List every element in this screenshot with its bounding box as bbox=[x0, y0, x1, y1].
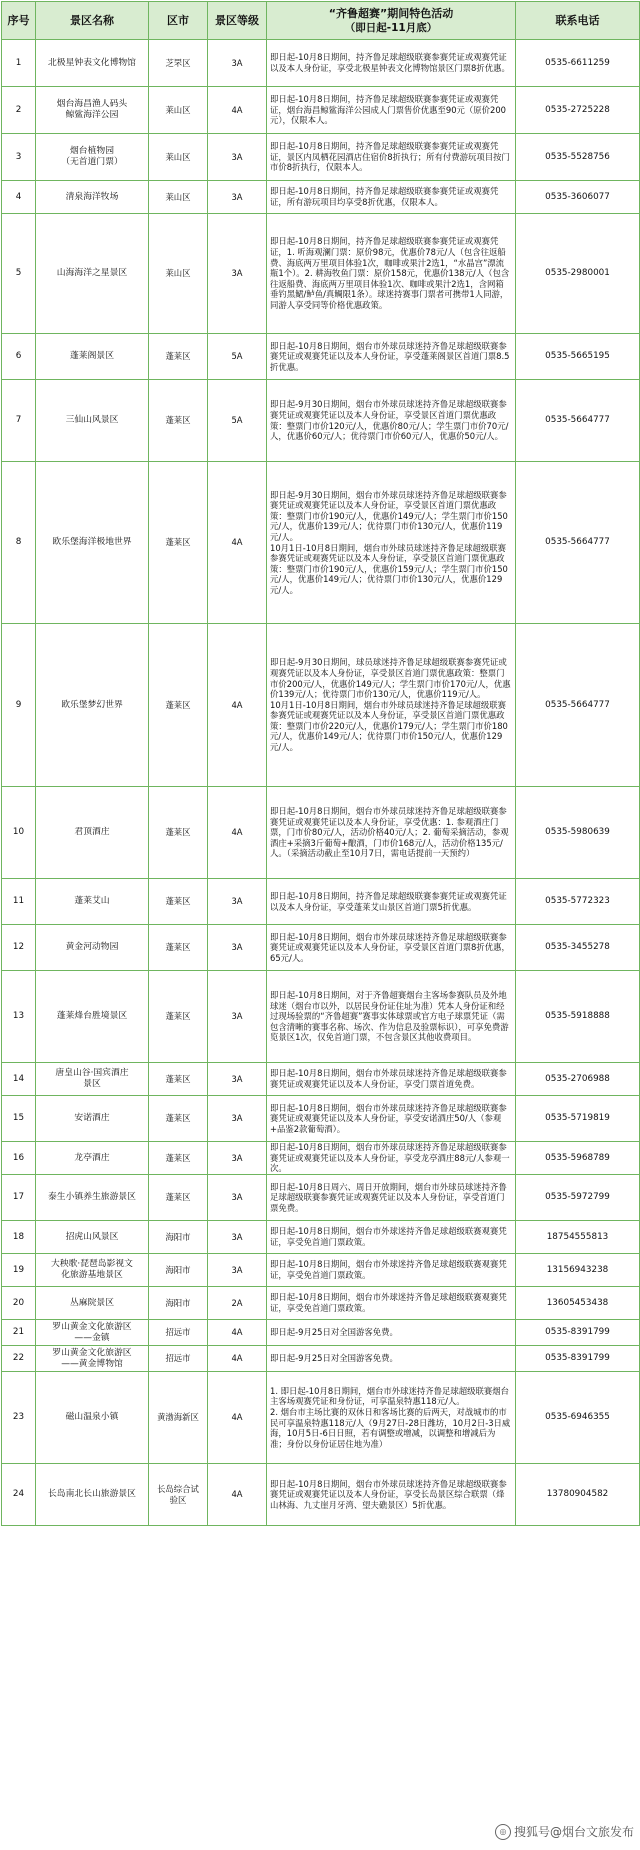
scenic-name: 磁山温泉小镇 bbox=[36, 1372, 149, 1464]
district: 蓬莱区 bbox=[149, 879, 208, 925]
table-row bbox=[2, 40, 640, 87]
table-row bbox=[2, 462, 640, 624]
table-row bbox=[2, 787, 640, 879]
row-number: 21 bbox=[2, 1320, 36, 1346]
row-number: 7 bbox=[2, 380, 36, 462]
district: 海阳市 bbox=[149, 1254, 208, 1287]
row-number: 19 bbox=[2, 1254, 36, 1287]
scenic-grade: 3A bbox=[208, 1063, 267, 1096]
scenic-grade: 3A bbox=[208, 40, 267, 87]
activity-text: 即日起-10月8日期间，持齐鲁足球超级联赛参赛凭证或观赛凭证，烟台海昌鲸鲨海洋公园成人门票售价优惠至90元（原价200元），仅限本人。 bbox=[267, 87, 516, 134]
header-row bbox=[2, 2, 640, 40]
district: 蓬莱区 bbox=[149, 334, 208, 380]
contact-phone: 0535-3606077 bbox=[516, 181, 640, 214]
scenic-name: 北极星钟表文化博物馆 bbox=[36, 40, 149, 87]
activity-text: 即日起-10月8日期间，烟台市外球迷持齐鲁足球超级联赛观赛凭证，享受免首道门票政策。 bbox=[267, 1254, 516, 1287]
table-row bbox=[2, 1175, 640, 1221]
activity-text: 即日起-10月8日期间，烟台市外球迷持齐鲁足球超级联赛观赛凭证，享受免首道门票政策。 bbox=[267, 1287, 516, 1320]
watermark bbox=[495, 1823, 634, 1840]
table-row bbox=[2, 1221, 640, 1254]
activity-text: 即日起-10月8日期间，持齐鲁足球超级联赛参赛凭证或观赛凭证以及本人身份证，享受蓬莱艾山景区首道门票5折优惠。 bbox=[267, 879, 516, 925]
sohu-icon: ◎ bbox=[495, 1824, 511, 1840]
row-number: 14 bbox=[2, 1063, 36, 1096]
row-number: 16 bbox=[2, 1142, 36, 1175]
header-activity-period: （即日起-11月底） bbox=[344, 21, 438, 34]
scenic-name: 欧乐堡海洋极地世界 bbox=[36, 462, 149, 624]
contact-phone: 0535-5918888 bbox=[516, 971, 640, 1063]
district: 莱山区 bbox=[149, 181, 208, 214]
scenic-name: 蓬莱艾山 bbox=[36, 879, 149, 925]
table-row bbox=[2, 925, 640, 971]
contact-phone: 0535-5719819 bbox=[516, 1096, 640, 1142]
contact-phone: 0535-5665195 bbox=[516, 334, 640, 380]
header-city: 区市 bbox=[149, 2, 208, 40]
district: 芝罘区 bbox=[149, 40, 208, 87]
scenic-grade: 5A bbox=[208, 380, 267, 462]
activity-text: 即日起-9月25日对全国游客免费。 bbox=[267, 1320, 516, 1346]
row-number: 22 bbox=[2, 1346, 36, 1372]
table-row bbox=[2, 380, 640, 462]
table-row bbox=[2, 624, 640, 787]
row-number: 18 bbox=[2, 1221, 36, 1254]
scenic-grade: 3A bbox=[208, 1142, 267, 1175]
contact-phone: 0535-5664777 bbox=[516, 380, 640, 462]
table-row bbox=[2, 87, 640, 134]
row-number: 24 bbox=[2, 1464, 36, 1526]
scenic-grade: 4A bbox=[208, 1320, 267, 1346]
activity-text: 即日起-10月8日期间，持齐鲁足球超级联赛参赛凭证或观赛凭证，所有游玩项目均享受8折优惠，仅限本人。 bbox=[267, 181, 516, 214]
header-activity-title: “齐鲁超赛”期间特色活动 bbox=[328, 6, 454, 20]
district: 蓬莱区 bbox=[149, 624, 208, 787]
watermark-text: 搜狐号@烟台文旅发布 bbox=[513, 1825, 634, 1839]
table-row bbox=[2, 334, 640, 380]
scenic-name: 招虎山风景区 bbox=[36, 1221, 149, 1254]
scenic-discount-table bbox=[1, 1, 640, 1526]
contact-phone: 0535-5980639 bbox=[516, 787, 640, 879]
scenic-grade: 4A bbox=[208, 462, 267, 624]
table-row bbox=[2, 134, 640, 181]
activity-text: 即日起-10月8日周六、周日开放期间，烟台市外球员球迷持齐鲁足球超级联赛参赛凭证或观赛凭证以及本人身份证，享受首道门票免费。 bbox=[267, 1175, 516, 1221]
scenic-grade: 3A bbox=[208, 925, 267, 971]
activity-text: 即日起-10月8日期间，持齐鲁足球超级联赛参赛凭证或观赛凭证以及本人身份证，享受北极星钟表文化博物馆景区门票8折优惠。 bbox=[267, 40, 516, 87]
scenic-name: 丛麻院景区 bbox=[36, 1287, 149, 1320]
district: 蓬莱区 bbox=[149, 787, 208, 879]
scenic-name: 龙亭酒庄 bbox=[36, 1142, 149, 1175]
district: 海阳市 bbox=[149, 1221, 208, 1254]
row-number: 1 bbox=[2, 40, 36, 87]
table-row bbox=[2, 1096, 640, 1142]
header-no: 序号 bbox=[2, 2, 36, 40]
district: 海阳市 bbox=[149, 1287, 208, 1320]
contact-phone: 0535-2980001 bbox=[516, 214, 640, 334]
table-row bbox=[2, 971, 640, 1063]
scenic-name: 蓬莱烽台胜境景区 bbox=[36, 971, 149, 1063]
contact-phone: 0535-5664777 bbox=[516, 462, 640, 624]
activity-text: 即日起-10月8日期间，对于齐鲁超赛烟台主客场参赛队员及外地球迷（烟台市以外，以居民身份证住址为准）凭本人身份证和经过现场验票的“齐鲁超赛”赛事实体球票或官方电子球票凭证（需包含清晰的赛事名称、场次、作为信息及验票标识），可享免费游览景区1次，仅免首道门票，不包含景区其他收费项目。 bbox=[267, 971, 516, 1063]
scenic-grade: 3A bbox=[208, 181, 267, 214]
district: 莱山区 bbox=[149, 87, 208, 134]
contact-phone: 0535-2725228 bbox=[516, 87, 640, 134]
activity-text: 即日起-10月8日期间，烟台市外球员球迷持齐鲁足球超级联赛参赛凭证或观赛凭证以及本人身份证，享受长岛景区综合联票（烽山林海、九丈崖月牙湾、望夫礁景区）5折优惠。 bbox=[267, 1464, 516, 1526]
activity-text: 即日起-9月30日期间，烟台市外球员球迷持齐鲁足球超级联赛参赛凭证或观赛凭证以及本人身份证，享受景区首道门票优惠政策：整票门市价190元/人，优惠价149元/人；学生票门市价150元/人，优惠价139元/人；优待票门市价130元/人，优惠价119元/人。 10月1日-10月8日期间，烟台市外球员球迷持齐鲁足球超级联赛参赛凭证或观赛凭证以及本人身份证，享受景区首道门票优惠政策：整票门市价190元/人，优惠价159元/人；学生票门市价150元/人，优惠价149元/人；优待票门市价130元/人，优惠价129元/人。 bbox=[267, 462, 516, 624]
table-row bbox=[2, 1254, 640, 1287]
district: 招远市 bbox=[149, 1346, 208, 1372]
scenic-grade: 3A bbox=[208, 1254, 267, 1287]
scenic-grade: 5A bbox=[208, 334, 267, 380]
contact-phone: 0535-6611259 bbox=[516, 40, 640, 87]
header-grade: 景区等级 bbox=[208, 2, 267, 40]
scenic-name: 欧乐堡梦幻世界 bbox=[36, 624, 149, 787]
contact-phone: 0535-8391799 bbox=[516, 1320, 640, 1346]
header-activity bbox=[267, 2, 516, 40]
activity-text: 即日起-10月8日期间，烟台市外球员球迷持齐鲁足球超级联赛参赛凭证或观赛凭证以及本人身份证，享受龙亭酒庄88元/人参观一次。 bbox=[267, 1142, 516, 1175]
district: 蓬莱区 bbox=[149, 971, 208, 1063]
district: 蓬莱区 bbox=[149, 1175, 208, 1221]
row-number: 13 bbox=[2, 971, 36, 1063]
scenic-name: 安诺酒庄 bbox=[36, 1096, 149, 1142]
district: 招远市 bbox=[149, 1320, 208, 1346]
row-number: 3 bbox=[2, 134, 36, 181]
table-row bbox=[2, 214, 640, 334]
table-row bbox=[2, 181, 640, 214]
activity-text: 即日起-9月25日对全国游客免费。 bbox=[267, 1346, 516, 1372]
scenic-name: 蓬莱阁景区 bbox=[36, 334, 149, 380]
header-phone: 联系电话 bbox=[516, 2, 640, 40]
district: 莱山区 bbox=[149, 134, 208, 181]
scenic-name: 大秧歌·琵琶岛影视文 化旅游基地景区 bbox=[36, 1254, 149, 1287]
contact-phone: 18754555813 bbox=[516, 1221, 640, 1254]
scenic-name: 烟台海昌渔人码头 鲸鲨海洋公园 bbox=[36, 87, 149, 134]
contact-phone: 13156943238 bbox=[516, 1254, 640, 1287]
scenic-name: 黄金河动物园 bbox=[36, 925, 149, 971]
district: 蓬莱区 bbox=[149, 462, 208, 624]
table-row bbox=[2, 1063, 640, 1096]
activity-text: 即日起-9月30日期间，球员球迷持齐鲁足球超级联赛参赛凭证或观赛凭证以及本人身份证，享受景区首道门票优惠政策：整票门市价200元/人，优惠价149元/人；学生票门市价170元/人，优惠价139元/人；优待票门市价130元/人，优惠价119元/人。 10月1日-10月8日期间，烟台市外球员球迷持齐鲁足球超级联赛参赛凭证或观赛凭证以及本人身份证，享受景区首道门票优惠政策：整票门市价220元/人，优惠价179元/人；学生票门市价180元/人，优惠价149元/人；优待票门市价150元/人，优惠价129元/人。 bbox=[267, 624, 516, 787]
row-number: 20 bbox=[2, 1287, 36, 1320]
row-number: 15 bbox=[2, 1096, 36, 1142]
row-number: 4 bbox=[2, 181, 36, 214]
activity-text: 即日起-10月8日期间，烟台市外球员球迷持齐鲁足球超级联赛参赛凭证或观赛凭证以及本人身份证，享受安诺酒庄50/人（参观+品鉴2款葡萄酒）。 bbox=[267, 1096, 516, 1142]
scenic-grade: 3A bbox=[208, 134, 267, 181]
contact-phone: 0535-5968789 bbox=[516, 1142, 640, 1175]
table-row bbox=[2, 879, 640, 925]
table-row bbox=[2, 1372, 640, 1464]
activity-text: 即日起-10月8日期间，持齐鲁足球超级联赛参赛凭证或观赛凭证，景区内凤栖花园酒店住宿价8折执行；所有付费游玩项目按门市价8折执行，仅限本人。 bbox=[267, 134, 516, 181]
contact-phone: 0535-6946355 bbox=[516, 1372, 640, 1464]
header-name: 景区名称 bbox=[36, 2, 149, 40]
row-number: 2 bbox=[2, 87, 36, 134]
district: 蓬莱区 bbox=[149, 1063, 208, 1096]
scenic-grade: 2A bbox=[208, 1287, 267, 1320]
scenic-name: 罗山黄金文化旅游区 ——黄金博物馆 bbox=[36, 1346, 149, 1372]
row-number: 23 bbox=[2, 1372, 36, 1464]
district: 蓬莱区 bbox=[149, 925, 208, 971]
scenic-grade: 4A bbox=[208, 1464, 267, 1526]
scenic-name: 烟台植物园 （无首道门票） bbox=[36, 134, 149, 181]
scenic-grade: 4A bbox=[208, 787, 267, 879]
scenic-name: 三仙山风景区 bbox=[36, 380, 149, 462]
row-number: 6 bbox=[2, 334, 36, 380]
contact-phone: 0535-5664777 bbox=[516, 624, 640, 787]
scenic-grade: 3A bbox=[208, 1221, 267, 1254]
table-row bbox=[2, 1320, 640, 1346]
contact-phone: 0535-8391799 bbox=[516, 1346, 640, 1372]
scenic-name: 泰生小镇养生旅游景区 bbox=[36, 1175, 149, 1221]
table-body bbox=[2, 40, 640, 1526]
row-number: 17 bbox=[2, 1175, 36, 1221]
row-number: 9 bbox=[2, 624, 36, 787]
table-row bbox=[2, 1287, 640, 1320]
contact-phone: 13605453438 bbox=[516, 1287, 640, 1320]
activity-text: 即日起-10月8日期间，烟台市外球迷持齐鲁足球超级联赛观赛凭证，享受免首道门票政策。 bbox=[267, 1221, 516, 1254]
table-row bbox=[2, 1346, 640, 1372]
scenic-grade: 3A bbox=[208, 1096, 267, 1142]
district: 莱山区 bbox=[149, 214, 208, 334]
district: 黄渤海新区 bbox=[149, 1372, 208, 1464]
row-number: 11 bbox=[2, 879, 36, 925]
scenic-name: 长岛南北长山旅游景区 bbox=[36, 1464, 149, 1526]
row-number: 8 bbox=[2, 462, 36, 624]
scenic-grade: 3A bbox=[208, 1175, 267, 1221]
activity-text: 即日起-10月8日期间，烟台市外球员球迷持齐鲁足球超级联赛参赛凭证或观赛凭证以及本人身份证，享受优惠：1. 参观酒庄门票，门市价80元/人，活动价格40元/人；2. 葡萄采摘活动，参观酒庄+采摘3斤葡萄+酿酒，门市价168元/人，活动价格135元/人。（采摘活动截止至10月7日，需电话提前一天预约） bbox=[267, 787, 516, 879]
activity-text: 即日起-9月30日期间，烟台市外球员球迷持齐鲁足球超级联赛参赛凭证或观赛凭证以及本人身份证，享受景区首道门票优惠政策：整票门市价120元/人，优惠价80元/人；学生票门市价70元/人，优惠价60元/人；优待票门市价60元/人，优惠价50元/人。 bbox=[267, 380, 516, 462]
activity-text: 即日起-10月8日期间，烟台市外球员球迷持齐鲁足球超级联赛参赛凭证或观赛凭证以及本人身份证，享受蓬莱阁景区首道门票8.5折优惠。 bbox=[267, 334, 516, 380]
contact-phone: 0535-5972799 bbox=[516, 1175, 640, 1221]
activity-text: 即日起-10月8日期间，烟台市外球员球迷持齐鲁足球超级联赛参赛凭证或观赛凭证以及本人身份证，享受门票首道免费。 bbox=[267, 1063, 516, 1096]
table-row bbox=[2, 1464, 640, 1526]
contact-phone: 13780904582 bbox=[516, 1464, 640, 1526]
district: 长岛综合试 验区 bbox=[149, 1464, 208, 1526]
district: 蓬莱区 bbox=[149, 1096, 208, 1142]
scenic-name: 君顶酒庄 bbox=[36, 787, 149, 879]
contact-phone: 0535-3455278 bbox=[516, 925, 640, 971]
row-number: 10 bbox=[2, 787, 36, 879]
contact-phone: 0535-2706988 bbox=[516, 1063, 640, 1096]
scenic-grade: 3A bbox=[208, 971, 267, 1063]
scenic-name: 山海海洋之星景区 bbox=[36, 214, 149, 334]
contact-phone: 0535-5772323 bbox=[516, 879, 640, 925]
scenic-grade: 3A bbox=[208, 879, 267, 925]
row-number: 12 bbox=[2, 925, 36, 971]
scenic-grade: 4A bbox=[208, 87, 267, 134]
activity-text: 即日起-10月8日期间，持齐鲁足球超级联赛参赛凭证或观赛凭证，1. 听海观澜门票：原价98元，优惠价78元/人（包含往返船费、海底两万里项目体验1次，咖啡或果汁2选1，“水晶宫”漂流瓶1个）。2. 耕海牧鱼门票：原价158元，优惠价138元/人（包含往返船费、海底两万里项目体验1次、咖啡或果汁2选1，含网箱垂钓黑鲪/鲈鱼/真鲷限1条）。球迷持赛事门票者可携带1人同游，同游人享受同等价格优惠政策。 bbox=[267, 214, 516, 334]
activity-text: 1. 即日起-10月8日期间，烟台市外球迷持齐鲁足球超级联赛烟台主客场观赛凭证和身份证，可享温泉特惠118元/人。 2. 烟台市主场比赛的双休日和客场比赛的后两天，对战城市的市民可享温泉特惠118元/人（9月27日-28日潍坊，10月2日-3日威海，10月5日-6日日照，若有调整或增减，以调整和增减后为准；身份以身份证居住地为准） bbox=[267, 1372, 516, 1464]
scenic-name: 罗山黄金文化旅游区 ——金镇 bbox=[36, 1320, 149, 1346]
scenic-name: 唐皇山谷·国宾酒庄 景区 bbox=[36, 1063, 149, 1096]
scenic-name: 清泉海洋牧场 bbox=[36, 181, 149, 214]
scenic-grade: 4A bbox=[208, 1372, 267, 1464]
district: 蓬莱区 bbox=[149, 1142, 208, 1175]
scenic-grade: 4A bbox=[208, 1346, 267, 1372]
scenic-grade: 3A bbox=[208, 214, 267, 334]
district: 蓬莱区 bbox=[149, 380, 208, 462]
scenic-grade: 4A bbox=[208, 624, 267, 787]
table-row bbox=[2, 1142, 640, 1175]
row-number: 5 bbox=[2, 214, 36, 334]
activity-text: 即日起-10月8日期间，烟台市外球员球迷持齐鲁足球超级联赛参赛凭证或观赛凭证以及本人身份证，享受景区首道门票8折优惠，65元/人。 bbox=[267, 925, 516, 971]
contact-phone: 0535-5528756 bbox=[516, 134, 640, 181]
